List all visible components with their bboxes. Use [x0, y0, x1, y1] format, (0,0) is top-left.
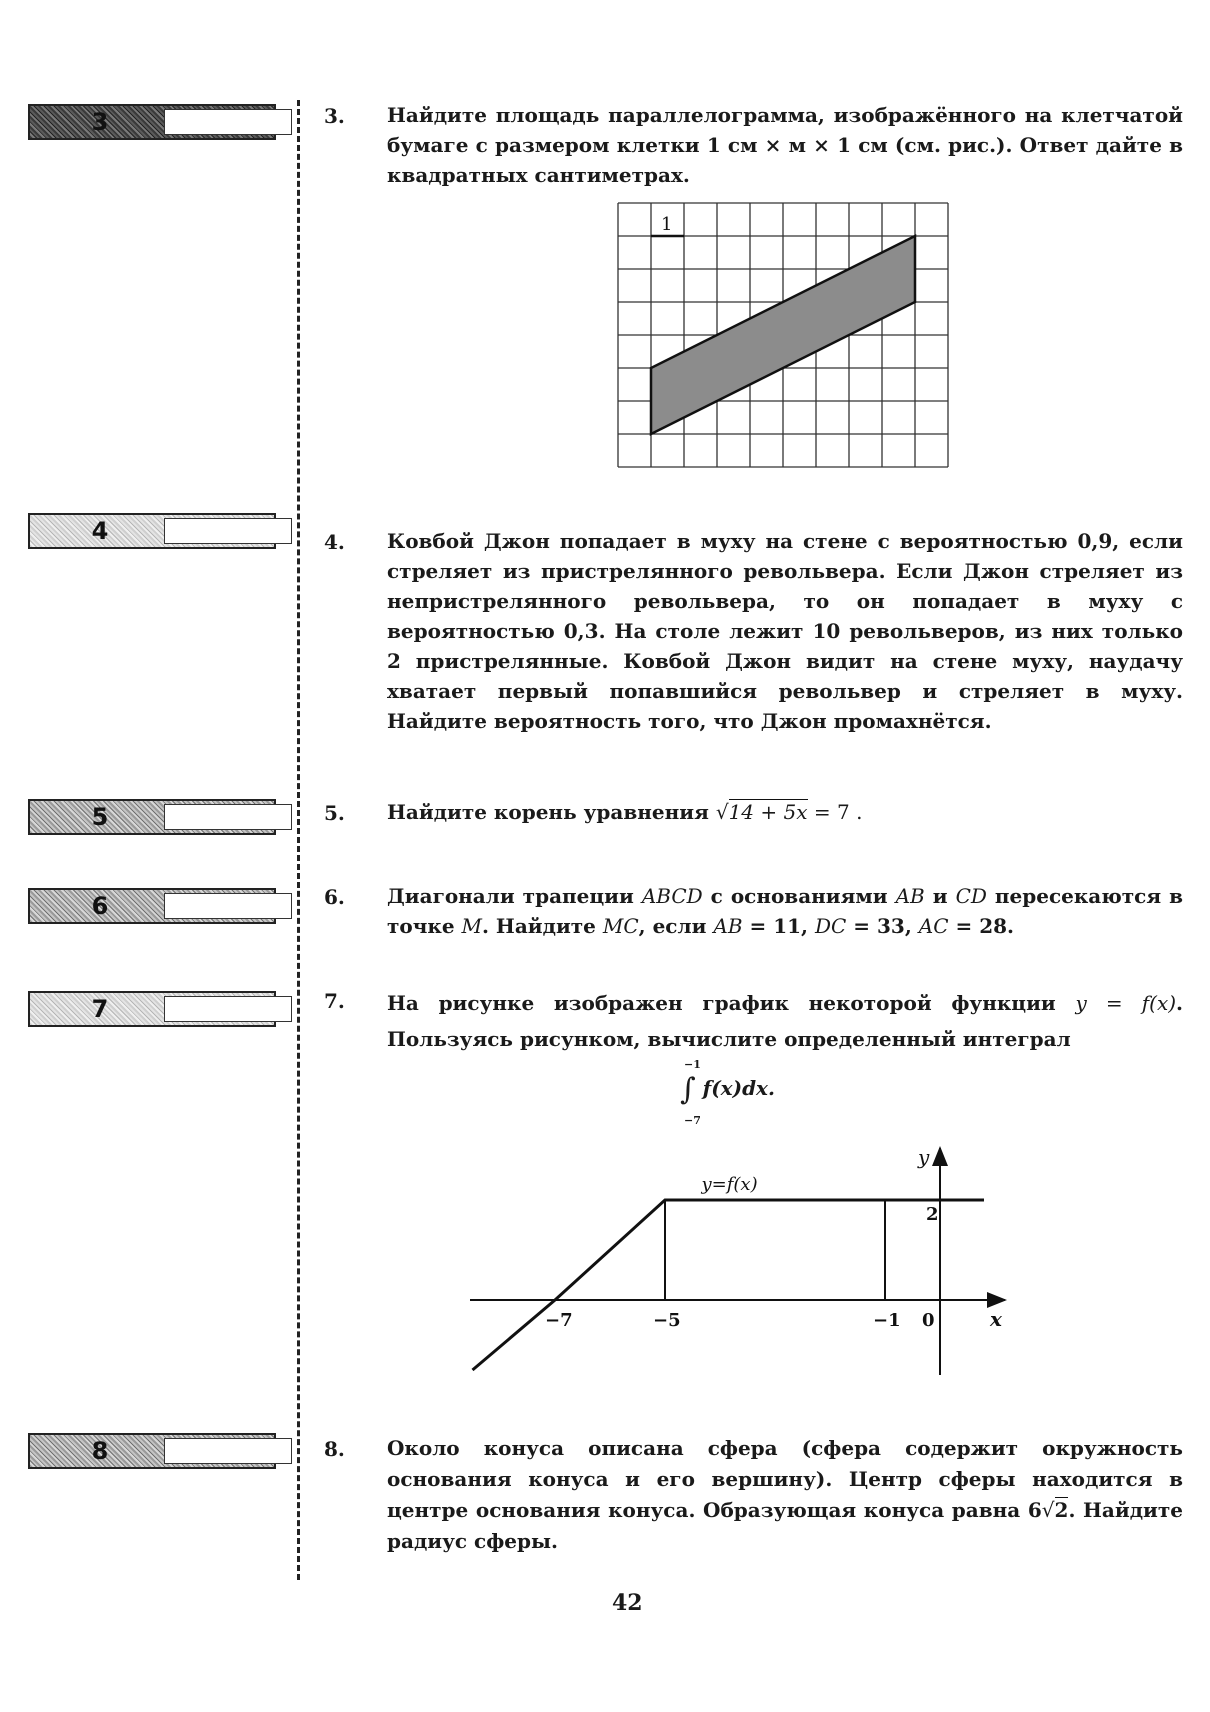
integral-sign: ∫ — [680, 1072, 696, 1107]
answer-box-3 — [28, 104, 276, 140]
text-fragment: . Найдите — [482, 914, 603, 938]
math-variable: M — [461, 914, 482, 938]
problem-4-text: Ковбой Джон попадает в муху на стене с вероятностью 0,9, если стреляет из пристрелянного револьвера. Если Джон стреляет из непристрелянного револьвера, то он попадает в муху с вероятностью 0,3. На столе лежит 10 револьверов, из них только 2 пристрелянные. Ковбой Джон видит на стене муху, наудачу хватает первый попавшийся револьвер и стреляет в муху. Найдите вероятность того, что Джон промахнётся. — [387, 529, 1183, 733]
problem-number: 7. — [324, 989, 345, 1013]
function-graph — [460, 1140, 1020, 1380]
math-variable: CD — [955, 884, 987, 908]
answer-field-5[interactable] — [164, 804, 292, 830]
problem-5-tail: = 7 . — [807, 800, 863, 824]
text-fragment: и — [924, 884, 956, 908]
problem-number: 3. — [324, 104, 345, 128]
problem-number: 8. — [324, 1437, 345, 1461]
function-line — [473, 1200, 985, 1370]
answer-box-number: 6 — [91, 892, 109, 920]
page-number: 42 — [612, 1590, 643, 1616]
answer-box-4 — [28, 513, 276, 549]
answer-box-6 — [28, 888, 276, 924]
answer-box-8 — [28, 1433, 276, 1469]
problem-8-lead: Около конуса описана сфера (сфера содержит окружность основания конуса и его вершину). Центр сферы находится в центре основания конуса. Образующая конуса равна 6 — [387, 1436, 1183, 1522]
answer-box-number: 7 — [91, 995, 109, 1023]
answer-box-7 — [28, 991, 276, 1027]
y-axis-label: y — [918, 1145, 930, 1169]
answer-field-3[interactable] — [164, 109, 292, 135]
text-fragment: = 33, — [846, 914, 919, 938]
problem-8-text — [387, 1433, 1183, 1557]
function-label: y=f(x) — [701, 1174, 758, 1195]
answer-box-number: 5 — [91, 803, 109, 831]
integral-upper-limit: −1 — [684, 1058, 701, 1071]
answer-field-4[interactable] — [164, 518, 292, 544]
unit-label: 1 — [661, 214, 673, 235]
grid-figure — [615, 200, 960, 480]
text-fragment: = 28. — [948, 914, 1014, 938]
radicand: 14 + 5x — [728, 800, 808, 824]
answer-box-5 — [28, 799, 276, 835]
math-variable: ABCD — [641, 884, 703, 908]
text-fragment: Диагонали трапеции — [387, 884, 642, 908]
answer-field-8[interactable] — [164, 1438, 292, 1464]
integrand: f(x)dx. — [702, 1076, 775, 1100]
text-fragment: пересекаются в точке — [387, 884, 1183, 938]
problem-number: 4. — [324, 530, 345, 554]
problem-3-text: Найдите площадь параллелограмма, изображённого на клетчатой бумаге с размером клетки 1 см × м × 1 см (см. рис.). Ответ дайте в квадратных сантиметрах. — [387, 103, 1183, 187]
x-tick-label: −1 — [873, 1310, 901, 1331]
y-tick-label: 2 — [926, 1204, 939, 1225]
problem-8-tail: . Найдите радиус сферы. — [387, 1498, 1183, 1553]
integral-expression — [680, 1058, 775, 1127]
problem-number: 5. — [324, 801, 345, 825]
text-fragment: , если — [638, 914, 714, 938]
sqrt-argument: 2 — [1054, 1498, 1069, 1522]
text-fragment: с основаниями — [702, 884, 896, 908]
math-variable: AB — [895, 884, 925, 908]
math-variable: DC — [814, 914, 847, 938]
answer-box-number: 4 — [91, 517, 109, 545]
problem-number: 6. — [324, 885, 345, 909]
answer-field-7[interactable] — [164, 996, 292, 1022]
text-fragment: = 11, — [742, 914, 815, 938]
problem-7-lead: На рисунке изображен график некоторой функции — [387, 991, 1076, 1015]
sqrt-sign: √ — [1041, 1498, 1055, 1522]
cut-line-separator — [297, 100, 300, 1580]
math-variable: MC — [602, 914, 639, 938]
x-tick-label: 0 — [922, 1310, 935, 1331]
problem-7-tail: . Пользуясь рисунком, вычислите определенный интеграл — [387, 991, 1184, 1051]
x-tick-label: −7 — [545, 1310, 573, 1331]
answer-box-number: 3 — [91, 108, 109, 136]
x-tick-label: −5 — [653, 1310, 681, 1331]
problem-6-text — [387, 881, 1183, 941]
problem-5-text — [387, 797, 1183, 827]
problem-7-text — [387, 985, 1183, 1057]
answer-field-6[interactable] — [164, 893, 292, 919]
integral-lower-limit: −7 — [684, 1114, 701, 1127]
math-variable: AC — [918, 914, 949, 938]
answer-box-number: 8 — [91, 1437, 109, 1465]
math-variable: AB — [713, 914, 743, 938]
function-notation: y = f(x) — [1075, 991, 1177, 1015]
problem-5-lead: Найдите корень уравнения — [387, 800, 716, 824]
x-axis-label: x — [990, 1307, 1002, 1331]
sqrt-sign: √ — [715, 800, 729, 824]
